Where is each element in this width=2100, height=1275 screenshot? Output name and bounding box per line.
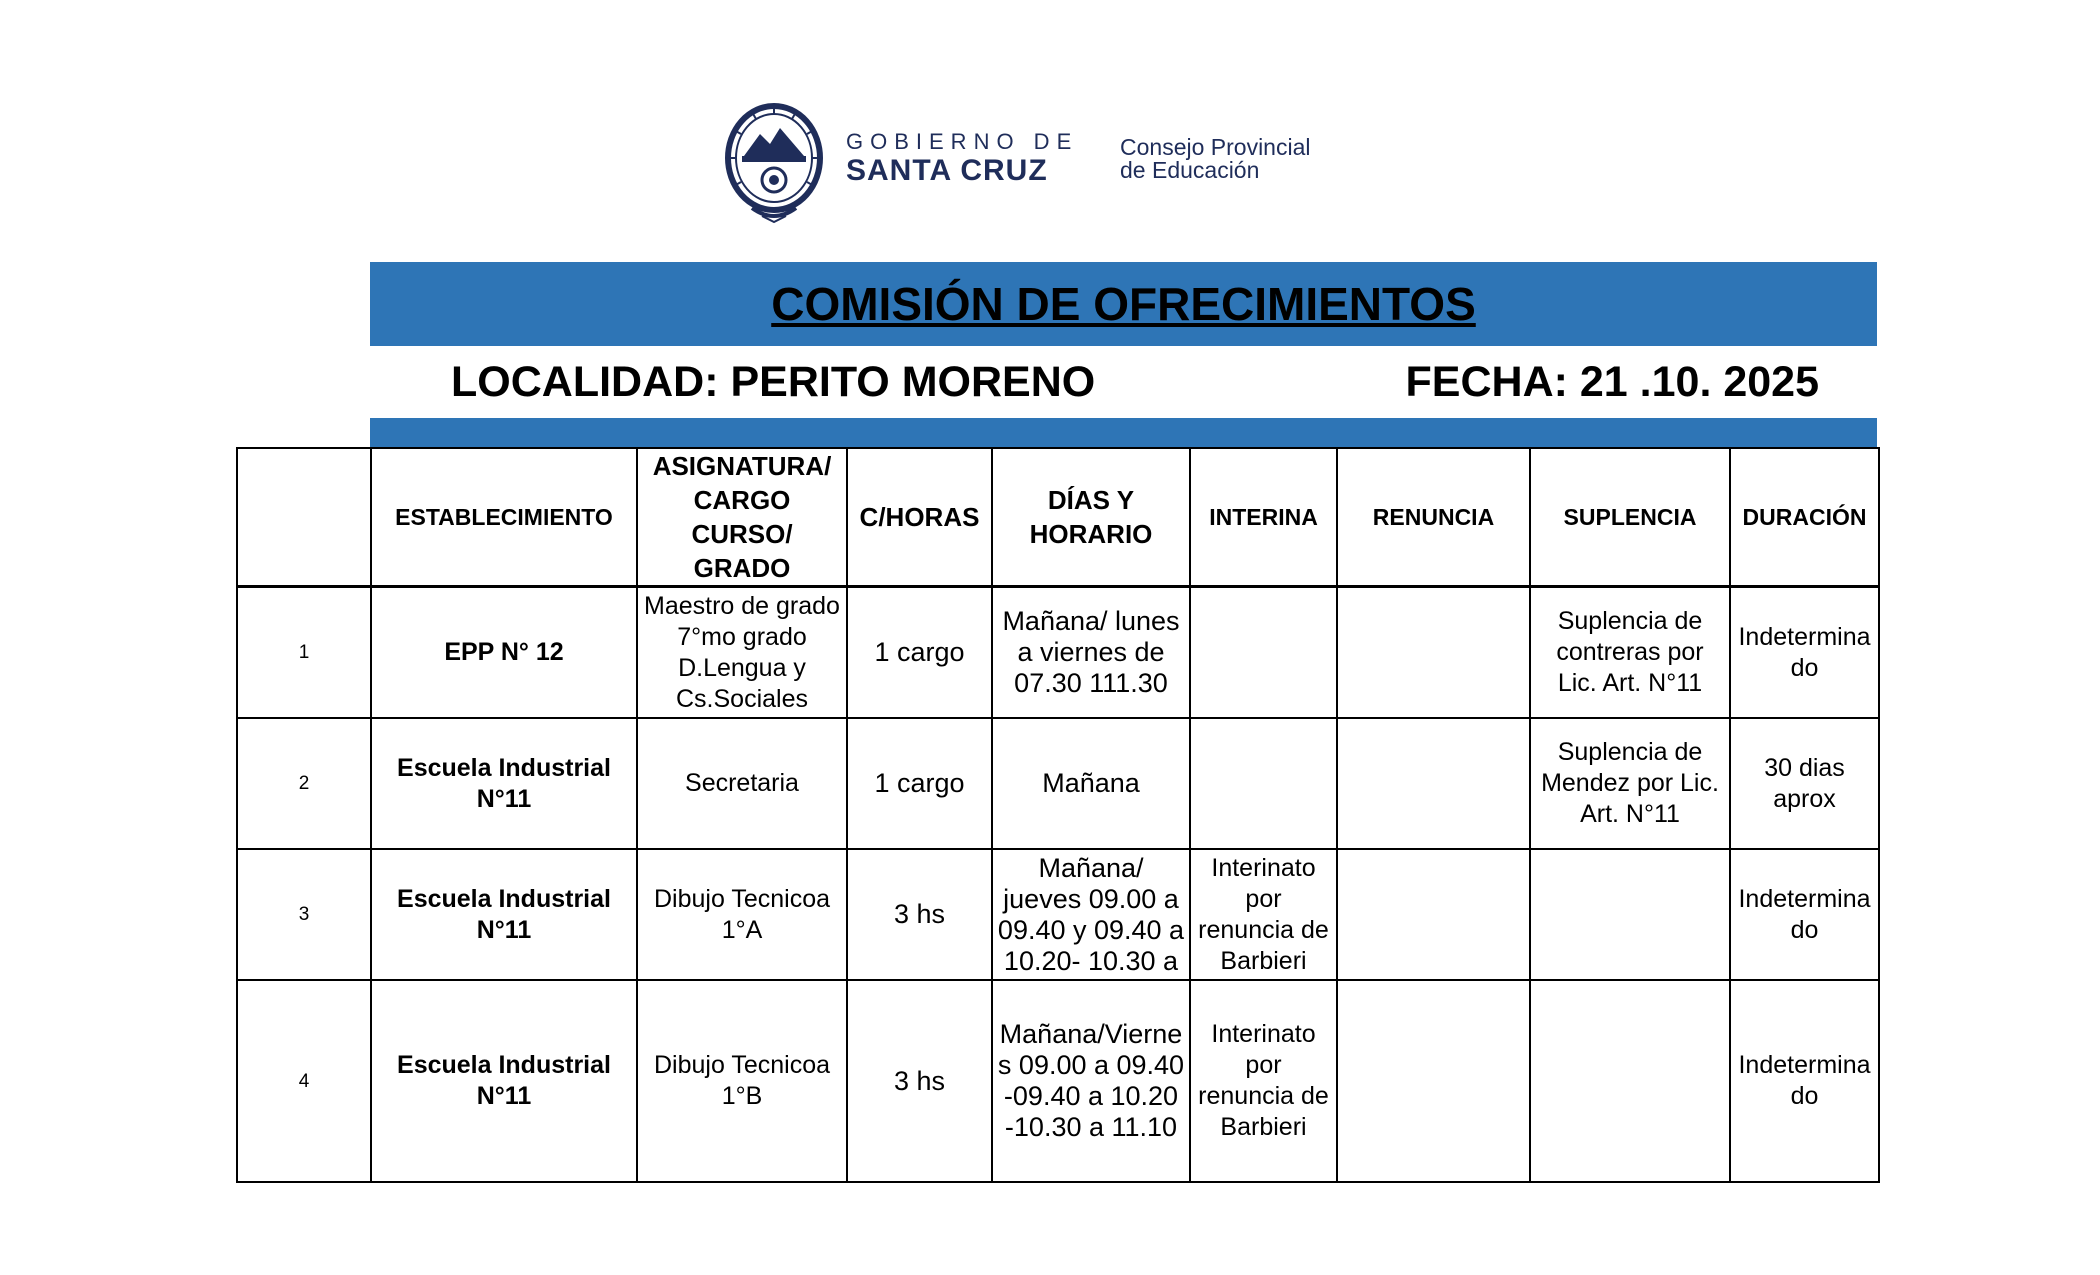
establecimiento-cell: Escuela Industrial N°11: [371, 718, 637, 849]
renuncia-cell: [1337, 980, 1530, 1182]
duracion-cell: Indetermina do: [1730, 587, 1879, 719]
row-number: 3: [237, 849, 371, 980]
province-seal-icon: [722, 100, 826, 224]
asignatura-cell: Dibujo Tecnicoa 1°A: [637, 849, 847, 980]
establecimiento-cell: Escuela Industrial N°11: [371, 849, 637, 980]
header-number: [237, 448, 371, 587]
divider-band: [370, 418, 1877, 447]
locality-label: LOCALIDAD: PERITO MORENO: [451, 358, 1096, 406]
establecimiento-cell: EPP N° 12: [371, 587, 637, 719]
title-band: [370, 262, 1877, 346]
header-choras: C/HORAS: [847, 448, 992, 587]
header-renuncia: RENUNCIA: [1337, 448, 1530, 587]
row-number: 2: [237, 718, 371, 849]
interina-cell: [1190, 718, 1337, 849]
dias-cell: Mañana/Vierne s 09.00 a 09.40 -09.40 a 10.20 -10.30 a 11.10: [992, 980, 1190, 1182]
renuncia-cell: [1337, 587, 1530, 719]
table-row: [237, 587, 1879, 719]
row-number: 4: [237, 980, 371, 1182]
renuncia-cell: [1337, 849, 1530, 980]
suplencia-cell: [1530, 849, 1730, 980]
duracion-cell: Indetermina do: [1730, 849, 1879, 980]
gov-line2: SANTA CRUZ: [846, 154, 1048, 187]
table-row: [237, 718, 1879, 849]
interina-cell: [1190, 587, 1337, 719]
suplencia-cell: Suplencia de Mendez por Lic. Art. N°11: [1530, 718, 1730, 849]
interina-cell: Interinato por renuncia de Barbieri: [1190, 849, 1337, 980]
row-number: 1: [237, 587, 371, 719]
page-title: COMISIÓN DE OFRECIMIENTOS: [771, 278, 1476, 330]
interina-cell: Interinato por renuncia de Barbieri: [1190, 980, 1337, 1182]
council-name: [1120, 136, 1310, 182]
header-establecimiento: ESTABLECIMIENTO: [371, 448, 637, 587]
suplencia-cell: [1530, 980, 1730, 1182]
asignatura-cell: Dibujo Tecnicoa 1°B: [637, 980, 847, 1182]
asignatura-cell: Maestro de grado 7°mo grado D.Lengua y Cs.Sociales: [637, 587, 847, 719]
establecimiento-cell: Escuela Industrial N°11: [371, 980, 637, 1182]
dias-cell: Mañana/ jueves 09.00 a 09.40 y 09.40 a 10.20- 10.30 a: [992, 849, 1190, 980]
header-duracion: DURACIÓN: [1730, 448, 1879, 587]
suplencia-cell: Suplencia de contreras por Lic. Art. N°11: [1530, 587, 1730, 719]
duracion-cell: Indetermina do: [1730, 980, 1879, 1182]
dias-cell: Mañana/ lunes a viernes de 07.30 111.30: [992, 587, 1190, 719]
header-logo: [722, 100, 1342, 224]
choras-cell: 3 hs: [847, 980, 992, 1182]
date-label: FECHA: 21 .10. 2025: [1405, 358, 1819, 406]
table-header-row: [237, 448, 1879, 587]
header-suplencia: SUPLENCIA: [1530, 448, 1730, 587]
government-name: [846, 130, 1078, 188]
header-interina: INTERINA: [1190, 448, 1337, 587]
duracion-cell: 30 dias aprox: [1730, 718, 1879, 849]
dias-cell: Mañana: [992, 718, 1190, 849]
table-row: [237, 980, 1879, 1182]
offers-table: [236, 447, 1880, 1183]
choras-cell: 3 hs: [847, 849, 992, 980]
council-line2: de Educación: [1120, 157, 1260, 183]
renuncia-cell: [1337, 718, 1530, 849]
locality-date-row: [370, 352, 1877, 414]
asignatura-cell: Secretaria: [637, 718, 847, 849]
header-dias: DÍAS Y HORARIO: [992, 448, 1190, 587]
gov-line1: GOBIERNO DE: [846, 129, 1079, 154]
table-row: [237, 849, 1879, 980]
council-line1: Consejo Provincial: [1120, 134, 1311, 160]
header-asignatura: ASIGNATURA/ CARGO CURSO/ GRADO: [637, 448, 847, 587]
choras-cell: 1 cargo: [847, 587, 992, 719]
choras-cell: 1 cargo: [847, 718, 992, 849]
